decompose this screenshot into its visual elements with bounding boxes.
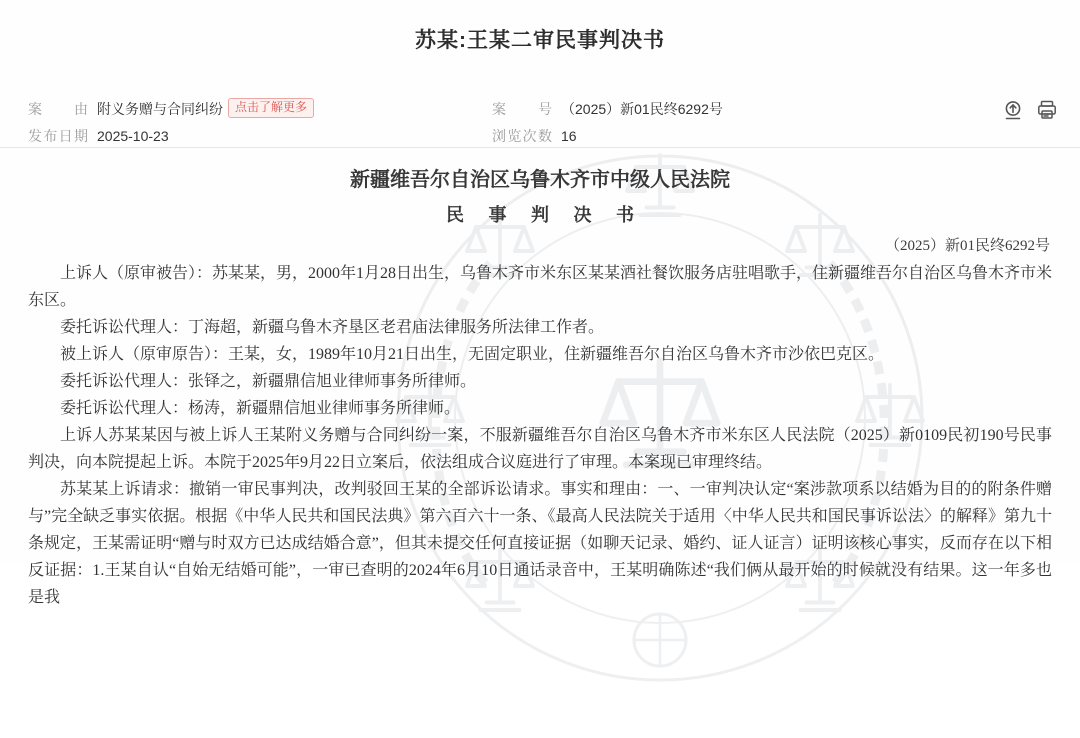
page-title: 苏某:王某二审民事判决书 <box>415 29 665 52</box>
cause-value: 附义务赠与合同纠纷 <box>97 101 223 117</box>
meta-row-1 <box>28 99 1064 121</box>
meta-actions <box>1002 99 1058 121</box>
views-label: 浏览次数 <box>492 128 552 144</box>
printer-icon[interactable] <box>1036 99 1058 121</box>
publish-date-value: 2025-10-23 <box>97 128 169 144</box>
publish-date-field <box>28 126 169 146</box>
judgment-document <box>0 148 1080 606</box>
case-number-field <box>492 99 723 119</box>
case-number-value: （2025）新01民终6292号 <box>561 101 723 117</box>
judgment-paragraph: 委托诉讼代理人：丁海超，新疆乌鲁木齐垦区老君庙法律服务所法律工作者。 <box>60 319 605 336</box>
cause-field <box>28 99 314 121</box>
case-number-line: （2025）新01民终6292号 <box>884 238 1050 254</box>
download-icon[interactable] <box>1002 99 1024 121</box>
document-type: 民 事 判 决 书 <box>446 205 644 225</box>
judgment-paragraph: 委托诉讼代理人：张铎之，新疆鼎信旭业律师事务所律师。 <box>60 373 477 390</box>
learn-more-badge[interactable]: 点击了解更多 <box>228 98 314 118</box>
judgment-paragraph: 上诉人（原审被告）：苏某某，男，2000年1月28日出生，乌鲁木齐市米东区某某酒社餐饮服务店驻唱歌手，住新疆维吾尔自治区乌鲁木齐市米东区。 <box>28 265 1053 309</box>
meta-bar <box>0 92 1080 148</box>
judgment-paragraph: 苏某某上诉请求：撤销一审民事判决，改判驳回王某的全部诉讼请求。事实和理由：一、一审判决认定“案涉款项系以结婚为目的的附条件赠与”完全缺乏事实依据。根据《中华人民共和国民法典》第六百六十一条、《最高人民法院关于适用〈中华人民共和国民事诉讼法〉的解释》第九十条规定，王某需证明“赠与时双方已达成结婚合意”，但其未提交任何直接证据（如聊天记录、婚约、证人证言）证明该核心事实，反而存在以下相反证据：1.王某自认“自始无结婚可能”，一审已查明的2024年6月10日通话录音中，王某明确陈述“我们俩从最开始的时候就没有结果。这一年多也是我 <box>28 481 1052 606</box>
meta-row-2 <box>28 126 1064 148</box>
judgment-paragraph: 被上诉人（原审原告）：王某，女，1989年10月21日出生，无固定职业，住新疆维吾尔自治区乌鲁木齐市沙依巴克区。 <box>60 346 885 363</box>
cause-label: 案由 <box>28 101 88 117</box>
case-number-label: 案号 <box>492 101 552 117</box>
judgment-paragraph: 上诉人苏某某因与被上诉人王某附义务赠与合同纠纷一案，不服新疆维吾尔自治区乌鲁木齐市米东区人民法院（2025）新0109民初190号民事判决，向本院提起上诉。本院于2025年9月22日立案后，依法组成合议庭进行了审理。本案现已审理终结。 <box>28 427 1052 471</box>
court-name: 新疆维吾尔自治区乌鲁木齐市中级人民法院 <box>350 169 730 191</box>
publish-date-label: 发布日期 <box>28 128 88 144</box>
judgment-paragraph: 委托诉讼代理人：杨涛，新疆鼎信旭业律师事务所律师。 <box>60 400 461 417</box>
views-field <box>492 126 577 146</box>
views-value: 16 <box>561 128 577 144</box>
judgment-body <box>28 260 1052 611</box>
